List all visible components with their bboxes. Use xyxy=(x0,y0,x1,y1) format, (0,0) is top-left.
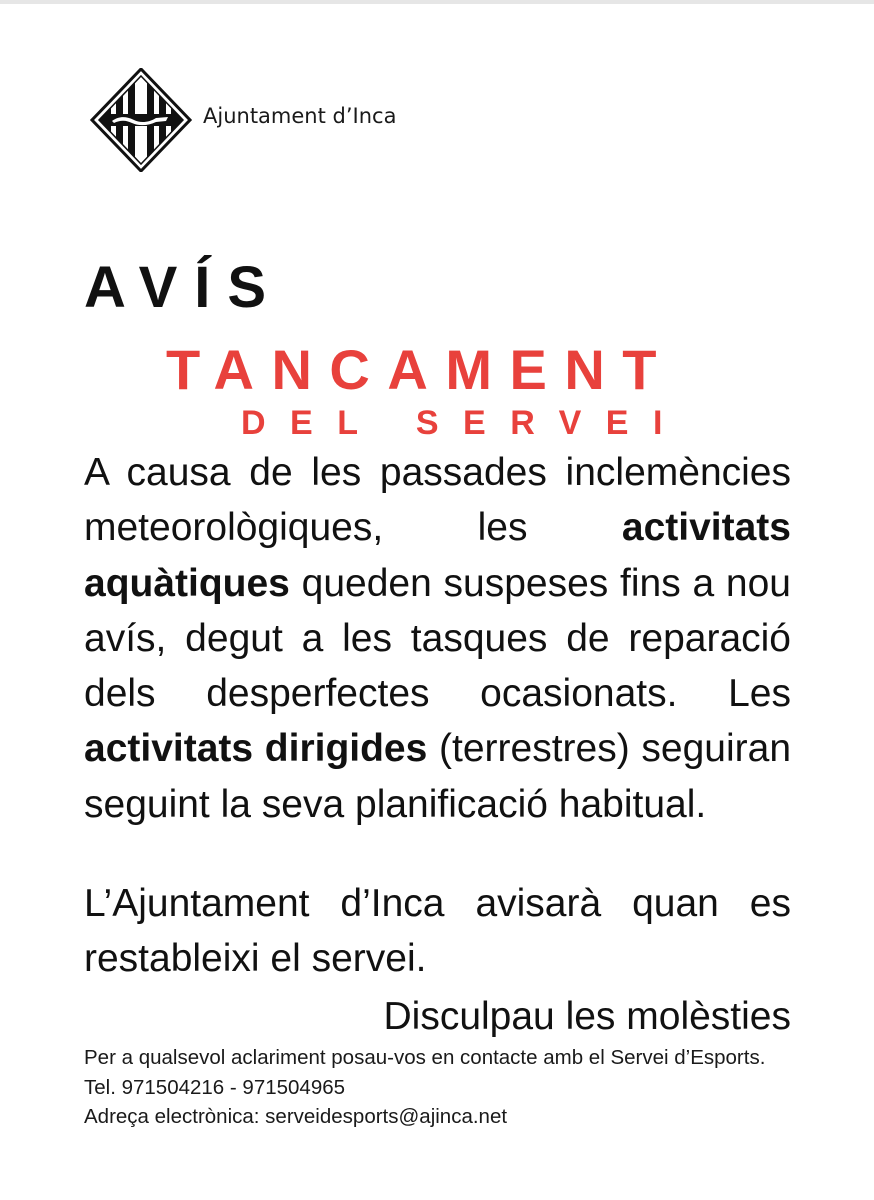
apology-line: Disculpau les molèsties xyxy=(383,995,791,1038)
body-emphasis-directed: activitats dirigides xyxy=(84,727,428,771)
contact-note: Per a qualsevol aclariment posau-vos en contacte amb el Servei d’Esports. xyxy=(84,1046,766,1069)
notice-body-paragraph xyxy=(84,445,791,832)
header xyxy=(90,68,490,172)
notice-subtitle-secondary: DEL SERVEI xyxy=(241,404,687,442)
org-name: Ajuntament d’Inca xyxy=(203,104,397,128)
body-emphasis-aquatic: activitats aquàtiques xyxy=(84,506,791,605)
notice-subtitle: TANCAMENT xyxy=(166,338,674,401)
inca-coat-of-arms-icon xyxy=(90,68,192,172)
closing-paragraph: L’Ajuntament d’Inca avisarà quan es restableixi el servei. xyxy=(84,882,791,981)
email-address: Adreça electrònica: serveidesports@ajinca.net xyxy=(84,1105,508,1128)
notice-title: AVÍS xyxy=(84,255,284,320)
body-text-segment: A causa de les passades inclemències meteorològiques, les xyxy=(84,451,791,550)
top-divider xyxy=(0,0,874,4)
phone-numbers: Tel. 971504216 - 971504965 xyxy=(84,1075,346,1099)
footer-contact xyxy=(84,1043,791,1132)
body-text-segment: queden suspeses fins a nou avís, degut a les tasques de reparació dels desperfectes ocasionats. Les xyxy=(84,561,791,716)
body-text-segment: (terrestres) seguiran seguint la seva planificació habitual. xyxy=(84,727,792,826)
